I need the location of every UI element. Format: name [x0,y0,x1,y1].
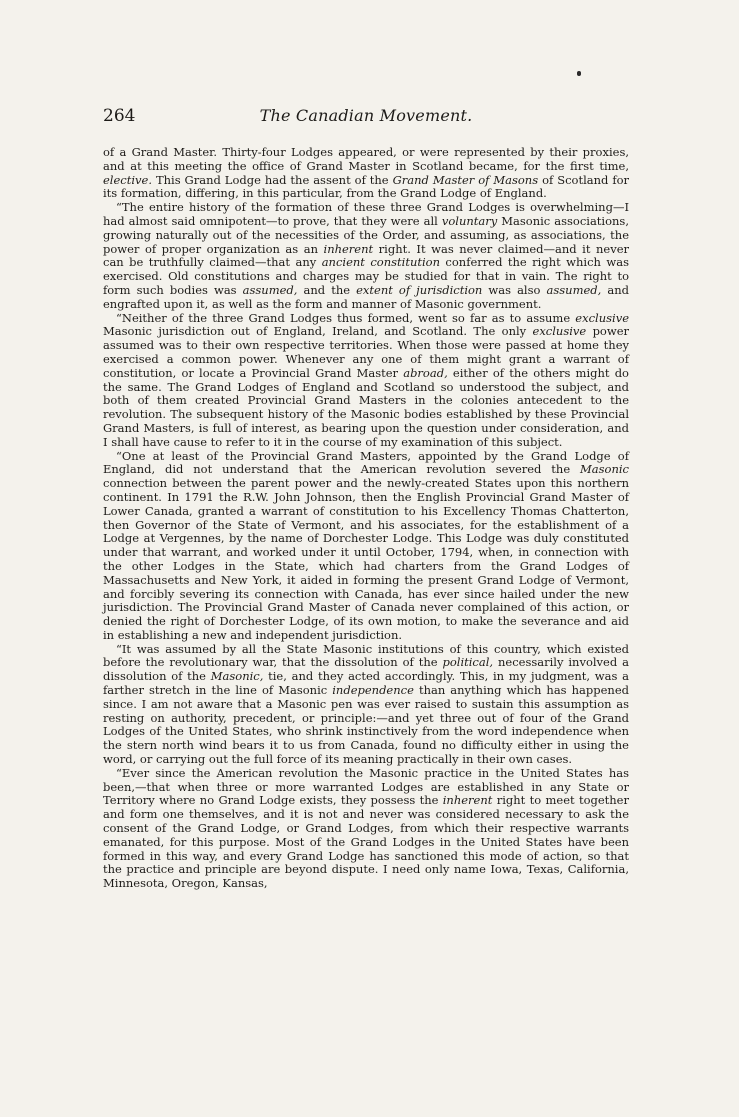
paragraph-5: “It was assumed by all the State Masonic institutions of this country, which existed before the revolutionary war, that the dissolution of the political, necessarily involved a dissolution of the Masonic, tie, and they acted accordingly. This, in my judgment, was a farther stretch in the line of Masonic independence than anything which has happened since. I am not aware that a Masonic pen was ever raised to sustain this assumption as resting on authority, precedent, or principle:—and yet three out of four of the Grand Lodges of the United States, who shrink instinctively from the word independence when the stern north wind bears it to us from Canada, found no difficulty either in using the word, or carrying out the full force of its meaning practically in their own cases. [103,641,629,767]
ink-speck [577,71,581,76]
paragraph-3: “Neither of the three Grand Lodges thus formed, went so far as to assume exclusive Masonic jurisdiction out of England, Ireland, and Scotland. The only exclusive power assumed was to their own respective territories. When those were passed at home they exercised a common power. Whenever any one of them might grant a warrant of constitution, or locate a Provincial Grand Master abroad, either of the others might do the same. The Grand Lodges of England and Scotland so understood the subject, and both of them created Provincial Grand Masters in the colonies antecedent to the revolution. The subsequent history of the Masonic bodies established by these Provincial Grand Masters, is full of interest, as bearing upon the question under consideration, and I shall have cause to refer to it in the course of my examination of this subject. [103,310,629,449]
paragraph-6: “Ever since the American revolution the Masonic practice in the United States has been,—that when three or more warranted Lodges are established in any State or Territory where no Grand Lodge exists, they possess the inherent right to meet together and form one themselves, and it is not and never was considered necessary to ask the consent of the Grand Lodge, or Grand Lodges, from which their respective warrants emanated, for this purpose. Most of the Grand Lodges in the United States have been formed in this way, and every Grand Lodge has sanctioned this mode of action, so that the practice and principle are beyond dispute. I need only name Iowa, Texas, California, Minnesota, Oregon, Kansas, [103,765,629,891]
page-header [103,106,629,130]
paragraph-1: of a Grand Master. Thirty-four Lodges appeared, or were represented by their proxies, and at this meeting the office of Grand Master in Scotland became, for the first time, elective. This Grand Lodge had the assent of the Grand Master of Masons of Scotland for its formation, differing, in this particular, from the Grand Lodge of England. [103,145,629,201]
running-title: The Canadian Movement. [259,106,473,125]
page-number: 264 [103,106,136,126]
paragraph-4: “One at least of the Provincial Grand Masters, appointed by the Grand Lodge of England, did not understand that the American revolution severed the Masonic connection between the parent power and the newly-created States upon this northern continent. In 1791 the R.W. John Johnson, then the English Provincial Grand Master of Lower Canada, granted a warrant of constitution to his Excellency Thomas Chatterton, then Governor of the State of Vermont, and his associates, for the establishment of a Lodge at Vergennes, by the name of Dorchester Lodge. This Lodge was duly constituted under that warrant, and worked under it until October, 1794, when, in connection with the other Lodges in the State, which had charters from the Grand Lodges of Massachusetts and New York, it aided in forming the present Grand Lodge of Vermont, and forcibly severing its connection with Canada, has ever since hailed under the new jurisdiction. The Provincial Grand Master of Canada never complained of this action, or denied the right of Dorchester Lodge, of its own motion, to make the severance and aid in establishing a new and independent jurisdiction. [103,448,629,642]
body-text [103,146,629,891]
paragraph-2: “The entire history of the formation of these three Grand Lodges is overwhelming—I had almost said omnipotent—to prove, that they were all voluntary Masonic associations, growing naturally out of the necessities of the Order, and assuming, as associations, the power of proper organization as an inherent right. It was never claimed—and it never can be truthfully claimed—that any ancient constitution conferred the right which was exercised. Old constitutions and charges may be studied for that in vain. The right to form such bodies was assumed, and the extent of jurisdiction was also assumed, and engrafted upon it, as well as the form and manner of Masonic government. [103,200,630,311]
